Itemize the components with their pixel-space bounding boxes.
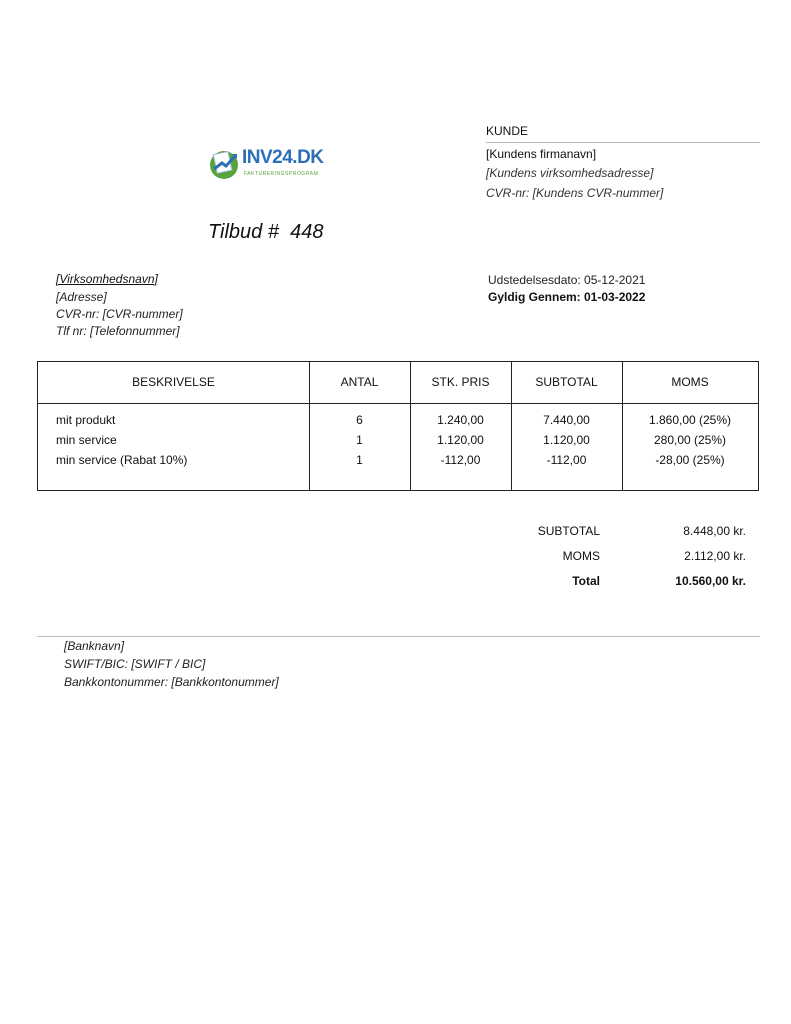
- customer-divider: [486, 142, 760, 143]
- customer-address: [Kundens virksomhedsadresse]: [486, 166, 654, 180]
- company-name: [Virksomhedsnavn]: [56, 272, 158, 286]
- company-logo: [208, 145, 324, 185]
- document-title: Tilbud # 448: [208, 221, 324, 243]
- table-row-vat: 280,00 (25%): [653, 433, 727, 447]
- vat-total-label: MOMS: [562, 549, 600, 563]
- table-row-qty: 1: [356, 453, 363, 467]
- table-row-unit-price: 1.240,00: [437, 413, 484, 427]
- table-row-description: min service (Rabat 10%): [56, 453, 188, 467]
- subtotal-value: 8.448,00 kr.: [683, 524, 746, 538]
- header-unit-price: STK. PRIS: [431, 375, 490, 389]
- company-address: [Adresse]: [56, 290, 107, 304]
- bank-divider: [37, 636, 760, 637]
- vat-total-value: 2.112,00 kr.: [684, 549, 746, 563]
- header-qty: ANTAL: [340, 375, 379, 389]
- table-row-qty: 6: [356, 413, 363, 427]
- logo-mark-icon: [208, 147, 240, 181]
- bank-name: [Banknavn]: [64, 639, 125, 653]
- bank-account: Bankkontonummer: [Bankkontonummer]: [64, 675, 279, 689]
- issue-date: Udstedelsesdato: 05-12-2021: [488, 273, 646, 287]
- subtotal-label: SUBTOTAL: [537, 524, 600, 538]
- bank-swift: SWIFT/BIC: [SWIFT / BIC]: [64, 657, 206, 671]
- grand-total-value: 10.560,00 kr.: [675, 574, 746, 588]
- table-row-vat: 1.860,00 (25%): [648, 413, 732, 427]
- table-row-subtotal: 1.120,00: [543, 433, 590, 447]
- line-items-table: [37, 361, 759, 491]
- table-row-vat: -28,00 (25%): [655, 453, 725, 467]
- header-vat: MOMS: [671, 375, 709, 389]
- company-cvr: CVR-nr: [CVR-nummer]: [56, 307, 183, 321]
- grand-total-label: Total: [572, 574, 600, 588]
- table-row-unit-price: 1.120,00: [437, 433, 484, 447]
- table-row-description: min service: [56, 433, 117, 447]
- company-phone: Tlf nr: [Telefonnummer]: [56, 324, 180, 338]
- customer-label: KUNDE: [486, 124, 529, 138]
- customer-name: [Kundens firmanavn]: [486, 147, 597, 161]
- table-row-subtotal: 7.440,00: [543, 413, 590, 427]
- logo-name: INV24.DK: [242, 147, 324, 168]
- logo-tagline: FAKTURERINGSPROGRAM: [244, 171, 319, 177]
- header-subtotal: SUBTOTAL: [535, 375, 598, 389]
- table-row-description: mit produkt: [56, 413, 116, 427]
- table-row-subtotal: -112,00: [546, 453, 587, 467]
- table-row-qty: 1: [356, 433, 363, 447]
- table-row-unit-price: -112,00: [440, 453, 481, 467]
- valid-date: Gyldig Gennem: 01-03-2022: [488, 290, 646, 304]
- customer-cvr: CVR-nr: [Kundens CVR-nummer]: [486, 186, 664, 200]
- header-description: BESKRIVELSE: [132, 375, 215, 389]
